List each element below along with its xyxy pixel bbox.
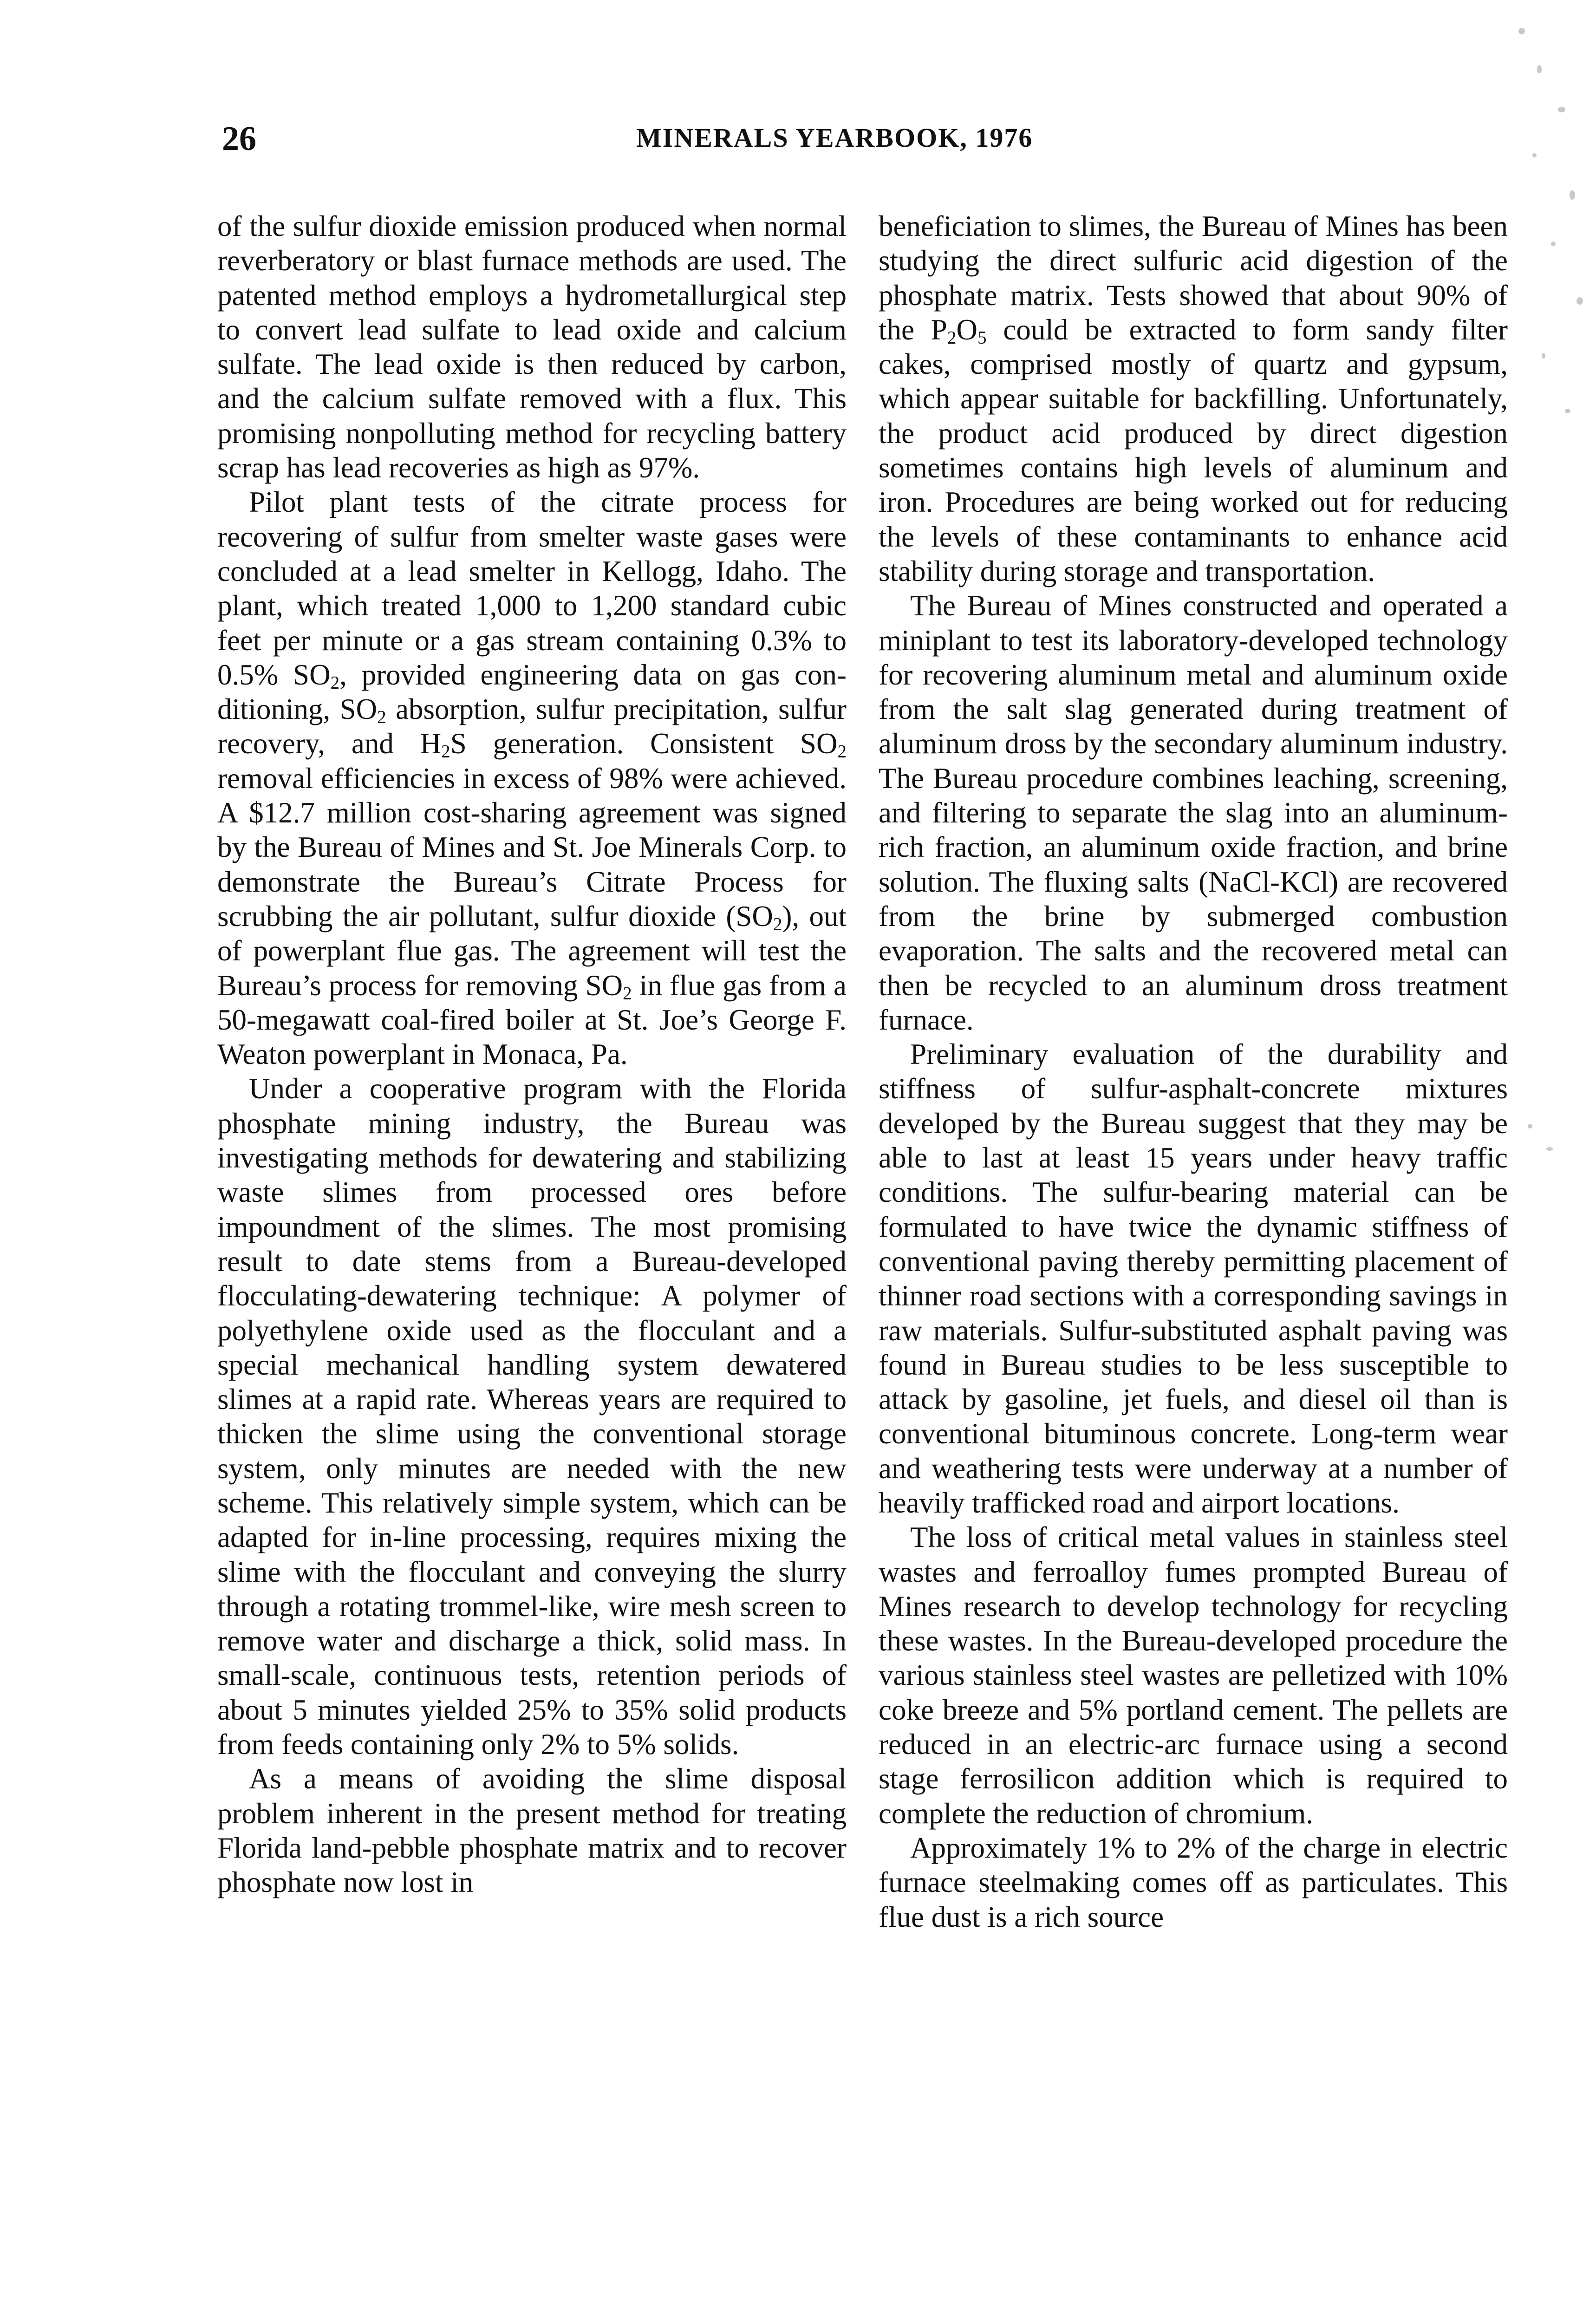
right-column [879, 209, 1508, 1934]
paragraph-phosphate-digestion-cont: beneficiation to slimes, the Bureau of Mines has been studying the direct sulfuric acid digestion of the phosphate matrix. Tests showed that about 90% of the $P_2O_5$ could be extracted to form sandy filter cakes, comprised mostly of quartz and gypsum, which appear suitable for backfilling. Unfortunately, the product acid produced by direct digestion sometimes contains high levels of aluminum and iron. Procedures are being worked out for reducing the levels of these contaminants to enhance acid stability during storage and transportation. [879, 210, 1508, 587]
running-title: MINERALS YEARBOOK, 1976 [636, 123, 1033, 153]
paragraph-slime-dewatering: Under a cooperative program with the Florida phosphate mining industry, the Bureau was investigating methods for dewatering and stabilizing waste slimes from processed ores before impoundment of the slimes. The most promising result to date stems from a Bureau-developed flocculating-dewatering technique: A polymer of polyethylene oxide used as the flocculant and a special mechanical handling system dewatered slimes at a rapid rate. Whereas years are required to thicken the slime using the conventional storage system, only minutes are needed with the new scheme. This relatively simple system, which can be adapted for in-line processing, requires mixing the slime with the flocculant and conveying the slurry through a rotating trommel-like, wire mesh screen to remove water and discharge a thick, solid mass. In small-scale, continuous tests, retention periods of about 5 minutes yielded 25% to 35% solid products from feeds containing only 2% to 5% solids. [217, 1072, 847, 1761]
paragraph-stainless-recycling: The loss of critical metal values in stainless steel wastes and ferroalloy fumes prompted Bureau of Mines research to develop technology for recycling these wastes. In the Bureau-developed procedure the various stainless steel wastes are pelletized with 10% coke breeze and 5% portland cement. The pellets are reduced in an electric-arc furnace using a second stage ferrosilicon addition which is required to complete the reduction of chromium. [879, 1521, 1508, 1830]
paragraph-lead-recycling-cont: of the sulfur dioxide emission produced when normal reverberatory or blast furnace methods are used. The patented method employs a hydrometallurgical step to convert lead sulfate to lead oxide and calcium sulfate. The lead oxide is then reduced by carbon, and the calcium sulfate removed with a flux. This promising nonpolluting method for recycling battery scrap has lead recoveries as high as 97%. [217, 210, 847, 484]
paragraph-aluminum-miniplant: The Bureau of Mines constructed and operated a miniplant to test its laboratory-developed technology for recovering aluminum metal and aluminum oxide from the salt slag generated during treatment of aluminum dross by the secondary aluminum industry. The Bureau procedure combines leaching, screening, and filtering to separate the slag into an aluminum-rich fraction, an aluminum oxide fraction, and brine solution. The fluxing salts (NaCl-KCl) are recovered from the brine by submerged combustion evaporation. The salts and the recovered metal can then be recycled to an aluminum dross treatment furnace. [879, 589, 1508, 1036]
paragraph-flue-dust: Approximately 1% to 2% of the charge in electric furnace steelmaking comes off as particulates. This flue dust is a rich source [879, 1831, 1508, 1933]
paragraph-sulfur-asphalt: Preliminary evaluation of the durability and stiffness of sulfur-asphalt-concrete mixtures developed by the Bureau suggest that they may be able to last at least 15 years under heavy traffic conditions. The sulfur-bearing material can be formulated to have twice the dynamic stiffness of conventional paving thereby permitting placement of thinner road sections with a corresponding savings in raw materials. Sulfur-substituted asphalt paving was found in Bureau studies to be less susceptible to attack by gasoline, jet fuels, and diesel oil than is conventional bituminous concrete. Long-term wear and weathering tests were underway at a number of heavily trafficked road and airport locations. [879, 1038, 1508, 1519]
page-number: 26 [222, 120, 256, 158]
paragraph-citrate-process: Pilot plant tests of the citrate process for recovering of sulfur from smelter waste gases were concluded at a lead smelter in Kellogg, Idaho. The plant, which treated 1,000 to 1,200 standard cubic feet per minute or a gas stream containing 0.3% to 0.5% $SO_2$, provided engineering data on gas conditioning, $SO_2$ absorption, sulfur precipitation, sulfur recovery, and $H_2S$ generation. Consistent $SO_2$ removal efficiencies in excess of 98% were achieved. A $12.7 million cost-sharing agreement was signed by the Bureau of Mines and St. Joe Minerals Corp. to demonstrate the Bureau’s Citrate Process for scrubbing the air pollutant, sulfur dioxide $(SO_2)$, out of powerplant flue gas. The agreement will test the Bureau’s process for removing $SO_2$ in flue gas from a 50-megawatt coal-fired boiler at St. Joe’s George F. Weaton powerplant in Monaca, Pa. [217, 486, 847, 1071]
left-column [217, 209, 847, 1900]
paragraph-slime-disposal: As a means of avoiding the slime disposal problem inherent in the present method for treating Florida land-pebble phosphate matrix and to recover phosphate now lost in [217, 1762, 847, 1899]
